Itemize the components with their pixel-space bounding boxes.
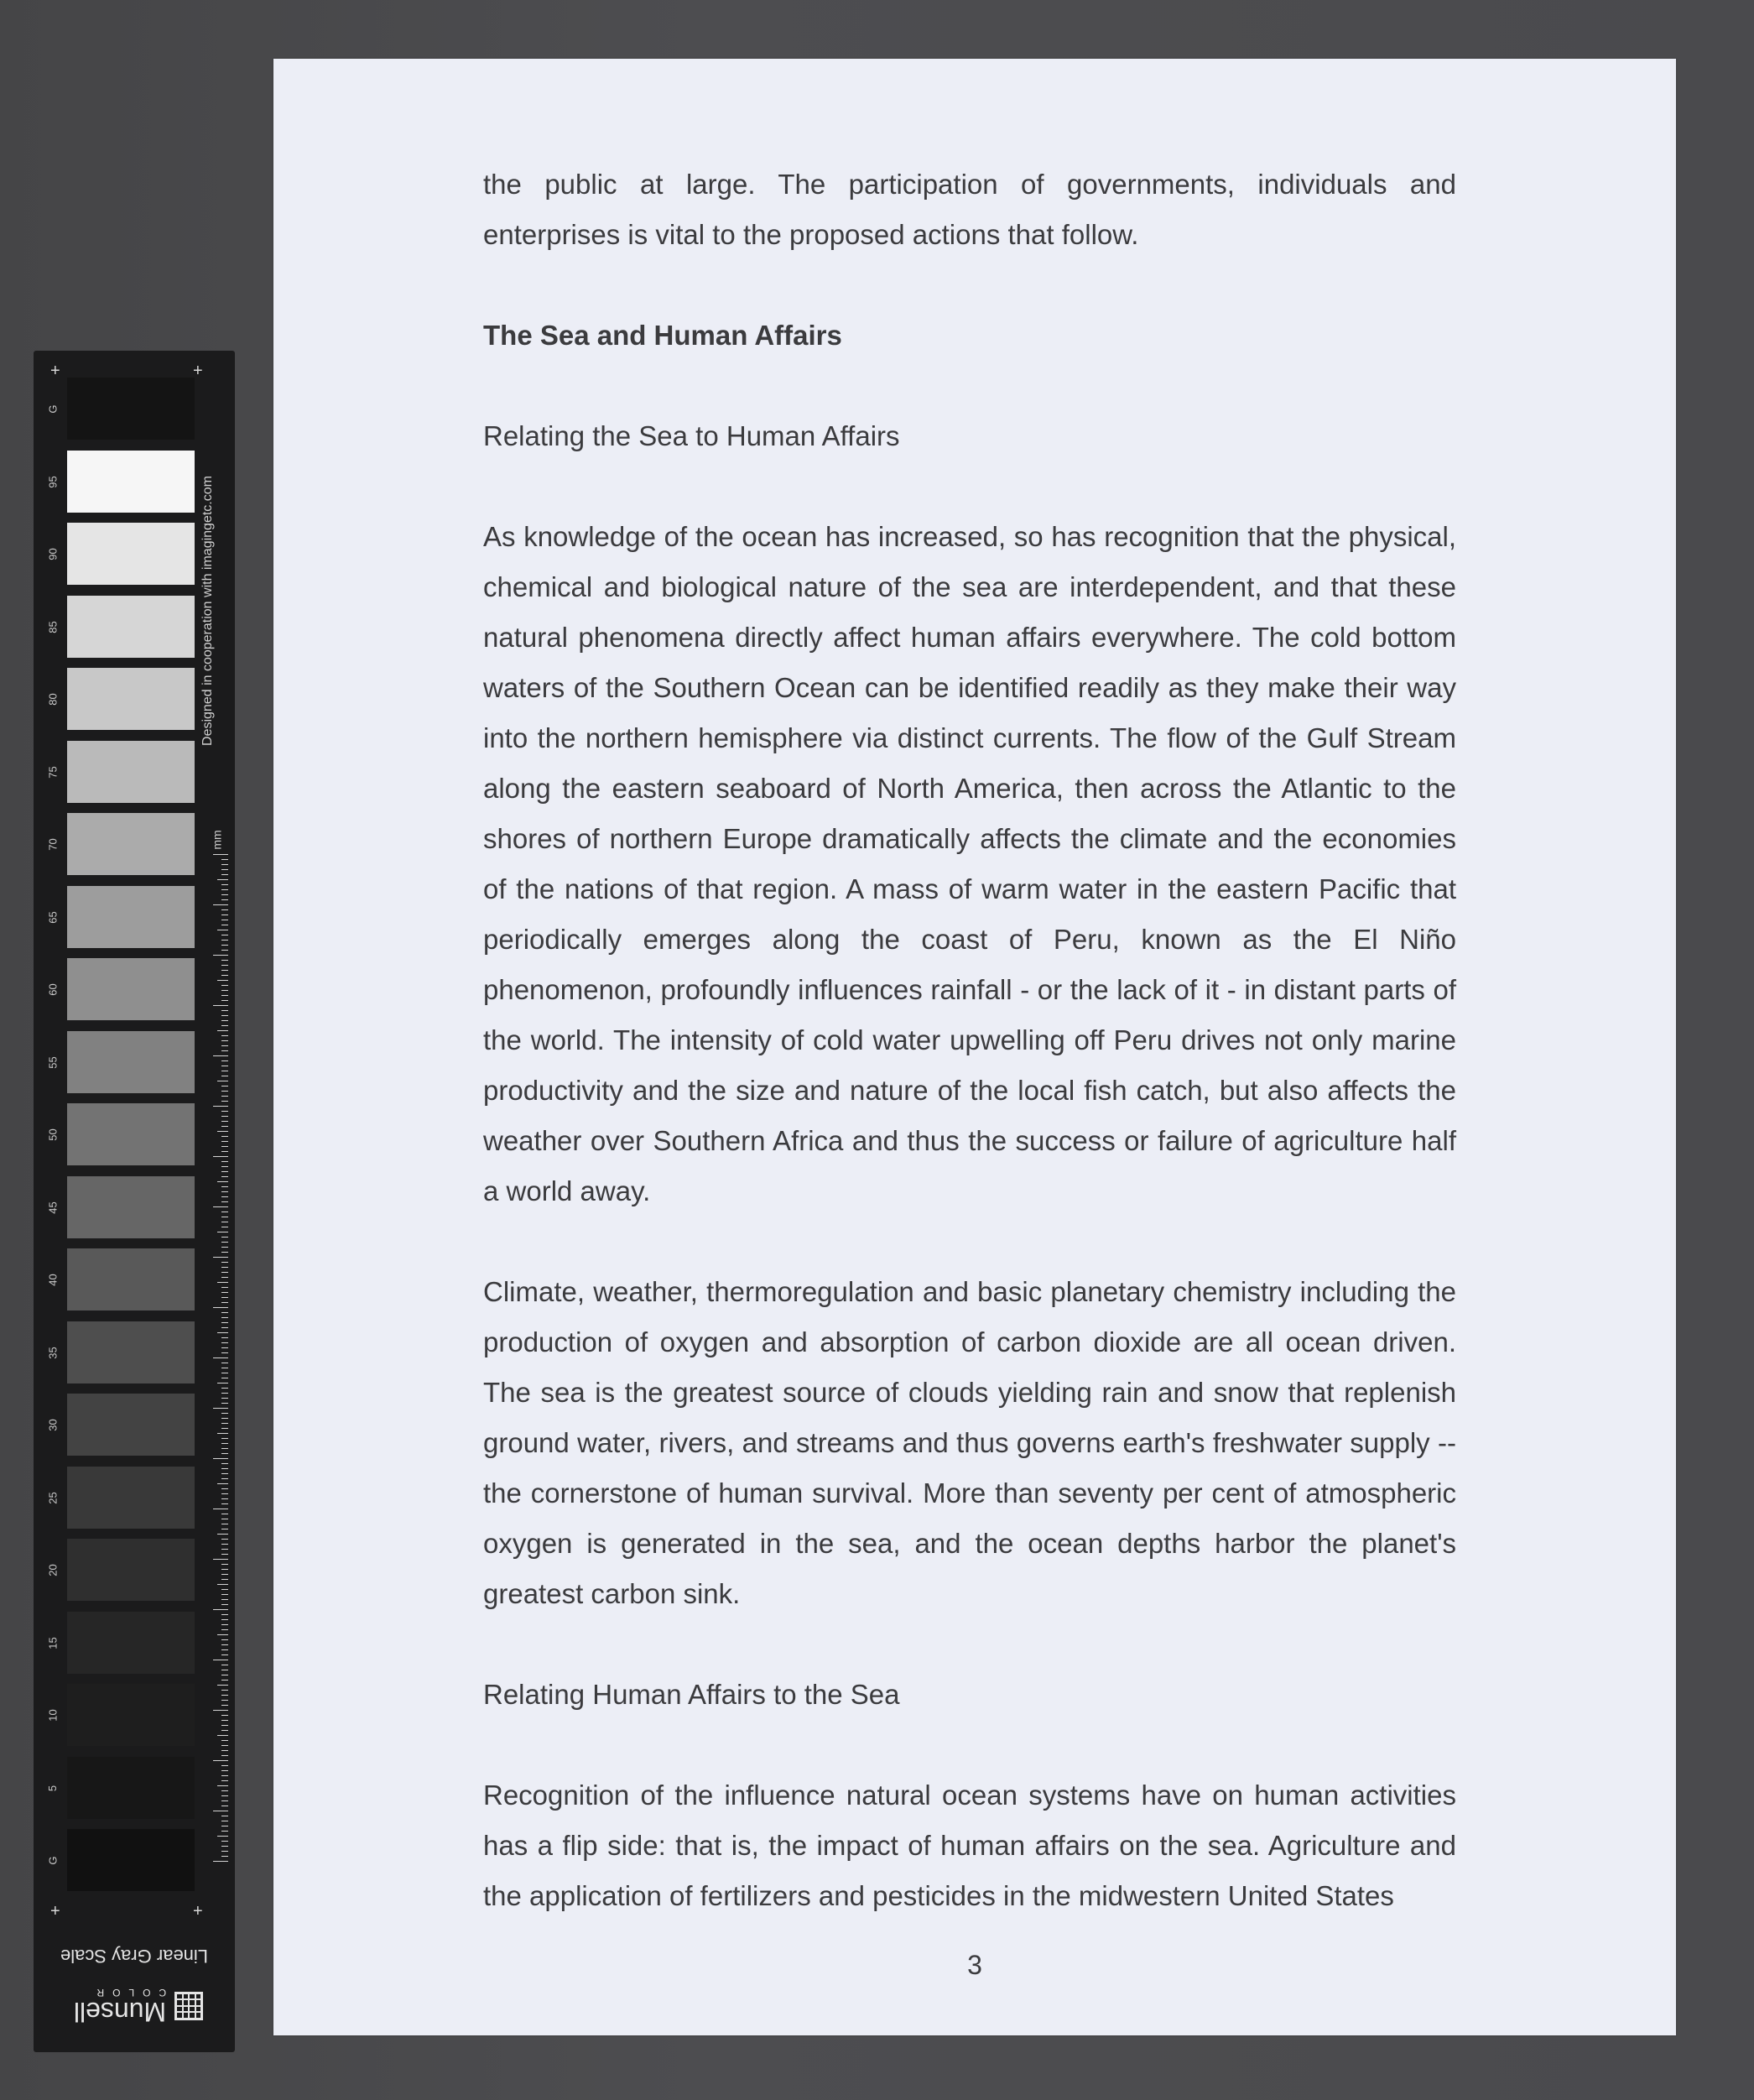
ruler-tick [221, 1463, 228, 1464]
gray-patch-label: 50 [46, 1128, 60, 1141]
credit-text: Designed in cooperation with imagingetc.com [200, 476, 216, 746]
ruler-tick [221, 990, 228, 991]
ruler-unit-label: mm [210, 830, 224, 850]
ruler-tick [217, 1836, 228, 1837]
ruler-tick [213, 1307, 228, 1308]
ruler-tick [221, 1690, 228, 1691]
gray-patch-12 [67, 1176, 195, 1238]
ruler-tick [213, 904, 228, 905]
ruler-tick [213, 1055, 228, 1056]
gray-patch-10 [67, 1031, 195, 1093]
ruler-tick [221, 1337, 228, 1338]
ruler-tick [221, 1856, 228, 1857]
munsell-grid-icon [174, 1992, 203, 2020]
gray-patch-label: 55 [46, 1055, 60, 1069]
ruler-tick [221, 1730, 228, 1731]
ruler-tick [217, 879, 228, 880]
gray-patch-label: 70 [46, 837, 60, 851]
gray-patch-6 [67, 741, 195, 803]
ruler-tick [221, 1468, 228, 1469]
ruler-tick [217, 1131, 228, 1132]
ruler-tick [221, 1267, 228, 1268]
gray-patch-13 [67, 1248, 195, 1311]
paragraph-climate: Climate, weather, thermoregulation and basic planetary chemistry including the production of oxygen and absorption of carbon dioxide are all ocean driven. The sea is the greatest source of clouds yielding rain and snow that replenish ground water, rivers, and streams and thus governs earth's freshwater supply -- the cornerstone of human survival. More than seventy per cent of atmospheric oxygen is generated in the sea, and the ocean depths harbor the planet's greatest carbon sink. [483, 1276, 1456, 1609]
ruler-tick [221, 1287, 228, 1288]
ruler-tick [221, 1428, 228, 1429]
registration-mark-top-left: + [50, 362, 60, 380]
ruler-tick [221, 1091, 228, 1092]
ruler-tick [217, 1332, 228, 1333]
ruler-tick [221, 1755, 228, 1756]
ruler-tick [221, 899, 228, 900]
ruler-tick [221, 1388, 228, 1389]
ruler-tick [221, 1000, 228, 1001]
ruler-tick [221, 1775, 228, 1776]
registration-mark-bottom-right: + [193, 1902, 203, 1920]
ruler-tick [221, 1247, 228, 1248]
ruler-tick [217, 1735, 228, 1736]
ruler-tick [221, 1680, 228, 1681]
ruler-tick [213, 1609, 228, 1610]
ruler-tick [221, 1060, 228, 1061]
ruler-tick [221, 1312, 228, 1313]
ruler-tick [221, 1569, 228, 1570]
ruler-tick [221, 1342, 228, 1343]
ruler-tick [221, 1126, 228, 1127]
ruler-tick [221, 1795, 228, 1796]
ruler-tick [221, 1619, 228, 1620]
ruler-tick [217, 1685, 228, 1686]
gray-patch-20 [67, 1757, 195, 1819]
ruler-tick [221, 1649, 228, 1650]
ruler-tick [221, 1121, 228, 1122]
ruler-tick [221, 1614, 228, 1615]
ruler-tick [221, 1262, 228, 1263]
ruler-tick [221, 1544, 228, 1545]
ruler-tick [213, 1156, 228, 1157]
ruler-tick [221, 1201, 228, 1202]
ruler-tick [221, 1317, 228, 1318]
gray-patch-label: 35 [46, 1346, 60, 1359]
ruler-tick [221, 1846, 228, 1847]
ruler-tick [221, 1403, 228, 1404]
gray-patch-7 [67, 813, 195, 875]
gray-patch-16 [67, 1467, 195, 1529]
gray-scale-title: Linear Gray Scale [60, 1946, 209, 1967]
gray-patch-label: 25 [46, 1491, 60, 1504]
ruler-tick [221, 945, 228, 946]
opening-paragraph: the public at large. The participation of governments, individuals and enterprises is vital to the proposed actions that follow. [483, 169, 1456, 250]
ruler-tick [221, 1186, 228, 1187]
ruler-tick [221, 1010, 228, 1011]
ruler-tick [221, 1272, 228, 1273]
ruler-tick [217, 1030, 228, 1031]
gray-patch-label: 95 [46, 475, 60, 488]
ruler-tick [221, 1327, 228, 1328]
ruler-tick [221, 1715, 228, 1716]
ruler-tick [221, 1292, 228, 1293]
gray-patch-17 [67, 1539, 195, 1601]
ruler-tick [221, 1539, 228, 1540]
ruler-tick [221, 1448, 228, 1449]
ruler-tick [221, 1831, 228, 1832]
ruler-tick [221, 940, 228, 941]
ruler-tick [221, 874, 228, 875]
ruler-tick [221, 1574, 228, 1575]
ruler-tick [221, 1629, 228, 1630]
ruler-tick [221, 1705, 228, 1706]
gray-patch-label: G [46, 1855, 60, 1865]
ruler-tick [217, 1534, 228, 1535]
ruler-tick [221, 995, 228, 996]
gray-patch-label: 10 [46, 1708, 60, 1722]
ruler-tick [217, 1282, 228, 1283]
ruler-tick [221, 1322, 228, 1323]
ruler-tick [221, 1347, 228, 1348]
ruler-tick [221, 1599, 228, 1600]
ruler-tick [213, 1861, 228, 1862]
ruler-tick [221, 1237, 228, 1238]
ruler-tick [221, 1242, 228, 1243]
ruler-tick [221, 970, 228, 971]
ruler-tick [221, 859, 228, 860]
ruler-tick [221, 884, 228, 885]
ruler-tick [221, 1035, 228, 1036]
ruler-tick [217, 1785, 228, 1786]
ruler-tick [221, 950, 228, 951]
subheading-sea-to-human: Relating the Sea to Human Affairs [483, 420, 900, 451]
ruler-tick [221, 1101, 228, 1102]
ruler-tick [221, 1418, 228, 1419]
gray-patch-14 [67, 1321, 195, 1383]
gray-patch-3 [67, 523, 195, 585]
registration-mark-top-right: + [193, 362, 203, 380]
ruler-tick [213, 1106, 228, 1107]
ruler-tick [221, 1720, 228, 1721]
ruler-tick [221, 1800, 228, 1801]
gray-patch-21 [67, 1829, 195, 1891]
ruler-tick [217, 1634, 228, 1635]
gray-patch-label: 40 [46, 1273, 60, 1286]
ruler-tick [221, 1191, 228, 1192]
gray-patch-15 [67, 1394, 195, 1456]
ruler-tick [221, 1045, 228, 1046]
ruler-tick [221, 1252, 228, 1253]
ruler-tick [217, 1433, 228, 1434]
ruler-tick [221, 1639, 228, 1640]
ruler-tick [213, 1760, 228, 1761]
ruler-tick [221, 1564, 228, 1565]
ruler-tick [221, 1700, 228, 1701]
ruler-tick [221, 1352, 228, 1353]
ruler-tick [217, 1483, 228, 1484]
gray-patch-label: G [46, 404, 60, 414]
ruler-tick [221, 1765, 228, 1766]
subheading-human-to-sea: Relating Human Affairs to the Sea [483, 1679, 900, 1710]
gray-patch-label: 5 [46, 1785, 60, 1791]
ruler-tick [221, 1116, 228, 1117]
ruler-tick [221, 909, 228, 910]
gray-patch-label: 75 [46, 765, 60, 779]
paragraph-ocean-knowledge: As knowledge of the ocean has increased, so has recognition that the physical, chemical and biological nature of the sea are interdependent, and that these natural phenomena directly affect human affairs everywhere. The cold bottom waters of the Southern Ocean can be identified readily as they make their way into the northern hemisphere via distinct currents. The flow of the Gulf Stream along the eastern seaboard of North America, then across the Atlantic to the shores of northern Europe dramatically affects the climate and the economies of the nations of that region. A mass of warm water in the eastern Pacific that periodically emerges along the coast of Peru, known as the El Niño phenomenon, profoundly influences rainfall - or the lack of it - in distant parts of the world. The intensity of cold water upwelling off Peru drives not only marine productivity and the size and nature of the local fish catch, but also affects the weather over Southern Africa and thus the success or failure of agriculture half a world away. [483, 521, 1456, 1206]
ruler-tick [221, 1770, 228, 1771]
section-heading: The Sea and Human Affairs [483, 320, 842, 351]
ruler-tick [221, 1136, 228, 1137]
ruler-tick [221, 960, 228, 961]
mm-ruler [211, 854, 228, 1869]
ruler-tick [221, 1725, 228, 1726]
gray-patch-label: 85 [46, 620, 60, 633]
ruler-tick [221, 1654, 228, 1655]
ruler-tick [217, 1584, 228, 1585]
gray-patch-2 [67, 451, 195, 513]
ruler-tick [221, 1171, 228, 1172]
gray-patch-9 [67, 958, 195, 1020]
ruler-tick [221, 1025, 228, 1026]
paragraph-recognition: Recognition of the influence natural ocean systems have on human activities has a flip side: that is, the impact of human affairs on the sea. Agriculture and the application of fertilizers and pesticides in the midwestern United States [483, 1780, 1456, 1911]
ruler-tick [213, 1408, 228, 1409]
ruler-tick [221, 1176, 228, 1177]
gray-patch-label: 30 [46, 1418, 60, 1431]
gray-patch-label: 65 [46, 910, 60, 924]
gray-patch-label: 15 [46, 1636, 60, 1649]
ruler-tick [221, 894, 228, 895]
ruler-tick [221, 1020, 228, 1021]
ruler-tick [221, 1503, 228, 1504]
ruler-tick [221, 1750, 228, 1751]
gray-patch-11 [67, 1103, 195, 1165]
gray-scale-card [34, 351, 235, 2052]
gray-patch-label: 60 [46, 982, 60, 996]
ruler-tick [221, 1015, 228, 1016]
gray-patch-label: 80 [46, 692, 60, 706]
gray-patch-8 [67, 886, 195, 948]
gray-patch-label: 20 [46, 1563, 60, 1576]
ruler-tick [221, 1498, 228, 1499]
ruler-tick [221, 1111, 228, 1112]
ruler-tick [221, 1841, 228, 1842]
ruler-tick [221, 1745, 228, 1746]
ruler-tick [213, 1357, 228, 1358]
ruler-tick [221, 1398, 228, 1399]
ruler-tick [221, 975, 228, 976]
ruler-tick [221, 1695, 228, 1696]
gray-patch-5 [67, 668, 195, 730]
ruler-tick [221, 1579, 228, 1580]
ruler-tick [221, 1478, 228, 1479]
ruler-tick [213, 1206, 228, 1207]
ruler-tick [221, 1413, 228, 1414]
ruler-tick [221, 1166, 228, 1167]
ruler-tick [221, 1151, 228, 1152]
registration-mark-bottom-left: + [50, 1902, 60, 1920]
ruler-tick [221, 1040, 228, 1041]
ruler-tick [221, 1096, 228, 1097]
ruler-tick [221, 1393, 228, 1394]
ruler-tick [221, 869, 228, 870]
ruler-tick [221, 1297, 228, 1298]
ruler-tick [221, 1554, 228, 1555]
ruler-tick [221, 1277, 228, 1278]
ruler-tick [217, 980, 228, 981]
gray-patch-4 [67, 596, 195, 658]
ruler-tick [213, 955, 228, 956]
ruler-tick [221, 1594, 228, 1595]
munsell-logo [59, 1977, 218, 2035]
ruler-tick [221, 1488, 228, 1489]
ruler-tick [221, 1493, 228, 1494]
gray-patch-label: 90 [46, 547, 60, 560]
ruler-tick [221, 1423, 228, 1424]
ruler-tick [221, 1050, 228, 1051]
ruler-tick [213, 1458, 228, 1459]
ruler-tick [221, 889, 228, 890]
ruler-tick [221, 965, 228, 966]
ruler-tick [217, 1181, 228, 1182]
ruler-tick [213, 1710, 228, 1711]
ruler-tick [221, 1549, 228, 1550]
ruler-tick [221, 1851, 228, 1852]
ruler-tick [213, 1559, 228, 1560]
document-page [273, 59, 1676, 2035]
ruler-tick [221, 1302, 228, 1303]
ruler-tick [221, 1453, 228, 1454]
ruler-tick [221, 985, 228, 986]
page-body [483, 159, 1456, 1921]
ruler-tick [221, 1146, 228, 1147]
gray-patch-label: 45 [46, 1201, 60, 1214]
ruler-tick [221, 864, 228, 865]
ruler-tick [221, 1473, 228, 1474]
ruler-tick [213, 1005, 228, 1006]
gray-patch-18 [67, 1612, 195, 1674]
ruler-tick [221, 1604, 228, 1605]
ruler-tick [221, 1644, 228, 1645]
brand-sub: COLOR [88, 1987, 167, 1998]
ruler-tick [221, 1443, 228, 1444]
brand-name: Munsell [73, 1997, 167, 2027]
ruler-tick [221, 1438, 228, 1439]
gray-patch-19 [67, 1684, 195, 1746]
ruler-tick [221, 1740, 228, 1741]
ruler-tick [221, 1161, 228, 1162]
ruler-tick [221, 1780, 228, 1781]
ruler-tick [221, 1790, 228, 1791]
ruler-tick [221, 1141, 228, 1142]
ruler-tick [213, 1257, 228, 1258]
page-number: 3 [967, 1950, 982, 1980]
ruler-tick [213, 854, 228, 855]
gray-patch-1 [67, 378, 195, 440]
ruler-tick [221, 1196, 228, 1197]
ruler-tick [221, 1589, 228, 1590]
ruler-tick [221, 1624, 228, 1625]
